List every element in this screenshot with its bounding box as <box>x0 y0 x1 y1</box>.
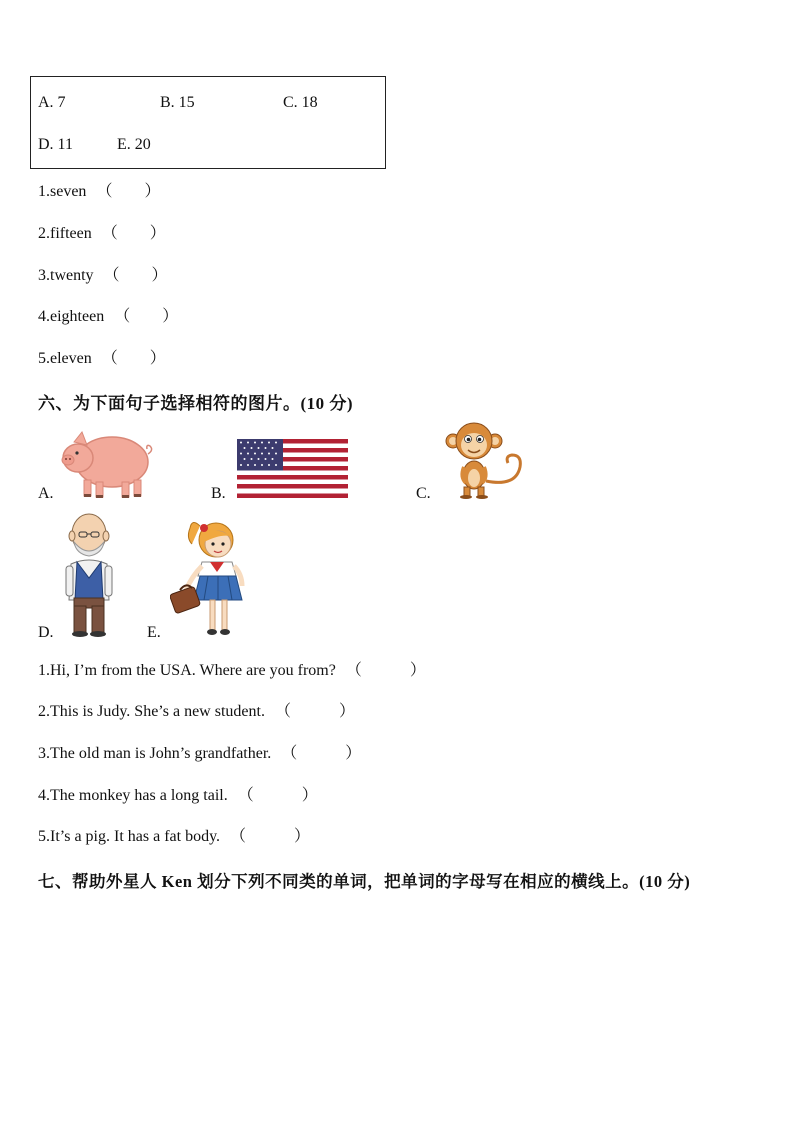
section-heading-part6: 六、为下面句子选择相符的图片。(10 分) <box>38 394 354 413</box>
answer-parentheses[interactable]: （ ） <box>103 267 168 284</box>
old-man-icon <box>63 512 115 638</box>
answer-parentheses[interactable]: （ ） <box>230 828 311 845</box>
sentence-text: 4.The monkey has a long tail. <box>38 787 228 804</box>
pig-icon <box>60 428 154 500</box>
option-d: D. 11 <box>38 136 73 153</box>
picture-label-e: E. <box>147 624 161 641</box>
answer-parentheses[interactable]: （ ） <box>281 745 362 762</box>
schoolgirl-icon <box>170 518 250 638</box>
item-word: 3.twenty <box>38 267 94 284</box>
list-item <box>38 661 426 681</box>
usa-flag-icon <box>237 439 348 498</box>
list-item <box>38 182 160 202</box>
item-word: 2.fifteen <box>38 225 92 242</box>
answer-parentheses[interactable]: （ ） <box>114 308 179 325</box>
sentence-text: 1.Hi, I’m from the USA. Where are you from? <box>38 662 336 679</box>
sentence-text: 3.The old man is John’s grandfather. <box>38 745 272 762</box>
answer-parentheses[interactable]: （ ） <box>345 662 426 679</box>
options-box <box>30 76 386 169</box>
item-word: 1.seven <box>38 183 87 200</box>
list-item <box>38 744 361 764</box>
option-e: E. 20 <box>117 136 151 153</box>
picture-label-c: C. <box>416 485 431 502</box>
monkey-icon <box>440 421 528 499</box>
list-item <box>38 786 318 806</box>
answer-parentheses[interactable]: （ ） <box>101 350 166 367</box>
list-item <box>38 827 310 847</box>
answer-parentheses[interactable]: （ ） <box>101 225 166 242</box>
sentence-text: 2.This is Judy. She’s a new student. <box>38 703 265 720</box>
list-item <box>38 307 178 327</box>
answer-parentheses[interactable]: （ ） <box>274 703 355 720</box>
item-word: 4.eighteen <box>38 308 105 325</box>
list-item <box>38 266 168 286</box>
answer-parentheses[interactable]: （ ） <box>237 787 318 804</box>
picture-label-b: B. <box>211 485 226 502</box>
picture-label-d: D. <box>38 624 54 641</box>
list-item <box>38 702 355 722</box>
list-item <box>38 224 166 244</box>
answer-parentheses[interactable]: （ ） <box>96 183 161 200</box>
option-a: A. 7 <box>38 94 66 111</box>
list-item <box>38 349 166 369</box>
option-c: C. 18 <box>283 94 318 111</box>
section-heading-part7: 七、帮助外星人 Ken 划分下列不同类的单词，把单词的字母写在相应的横线上。(10 分) <box>38 872 691 891</box>
sentence-text: 5.It’s a pig. It has a fat body. <box>38 828 221 845</box>
item-word: 5.eleven <box>38 350 92 367</box>
option-b: B. 15 <box>160 94 195 111</box>
picture-label-a: A. <box>38 485 54 502</box>
